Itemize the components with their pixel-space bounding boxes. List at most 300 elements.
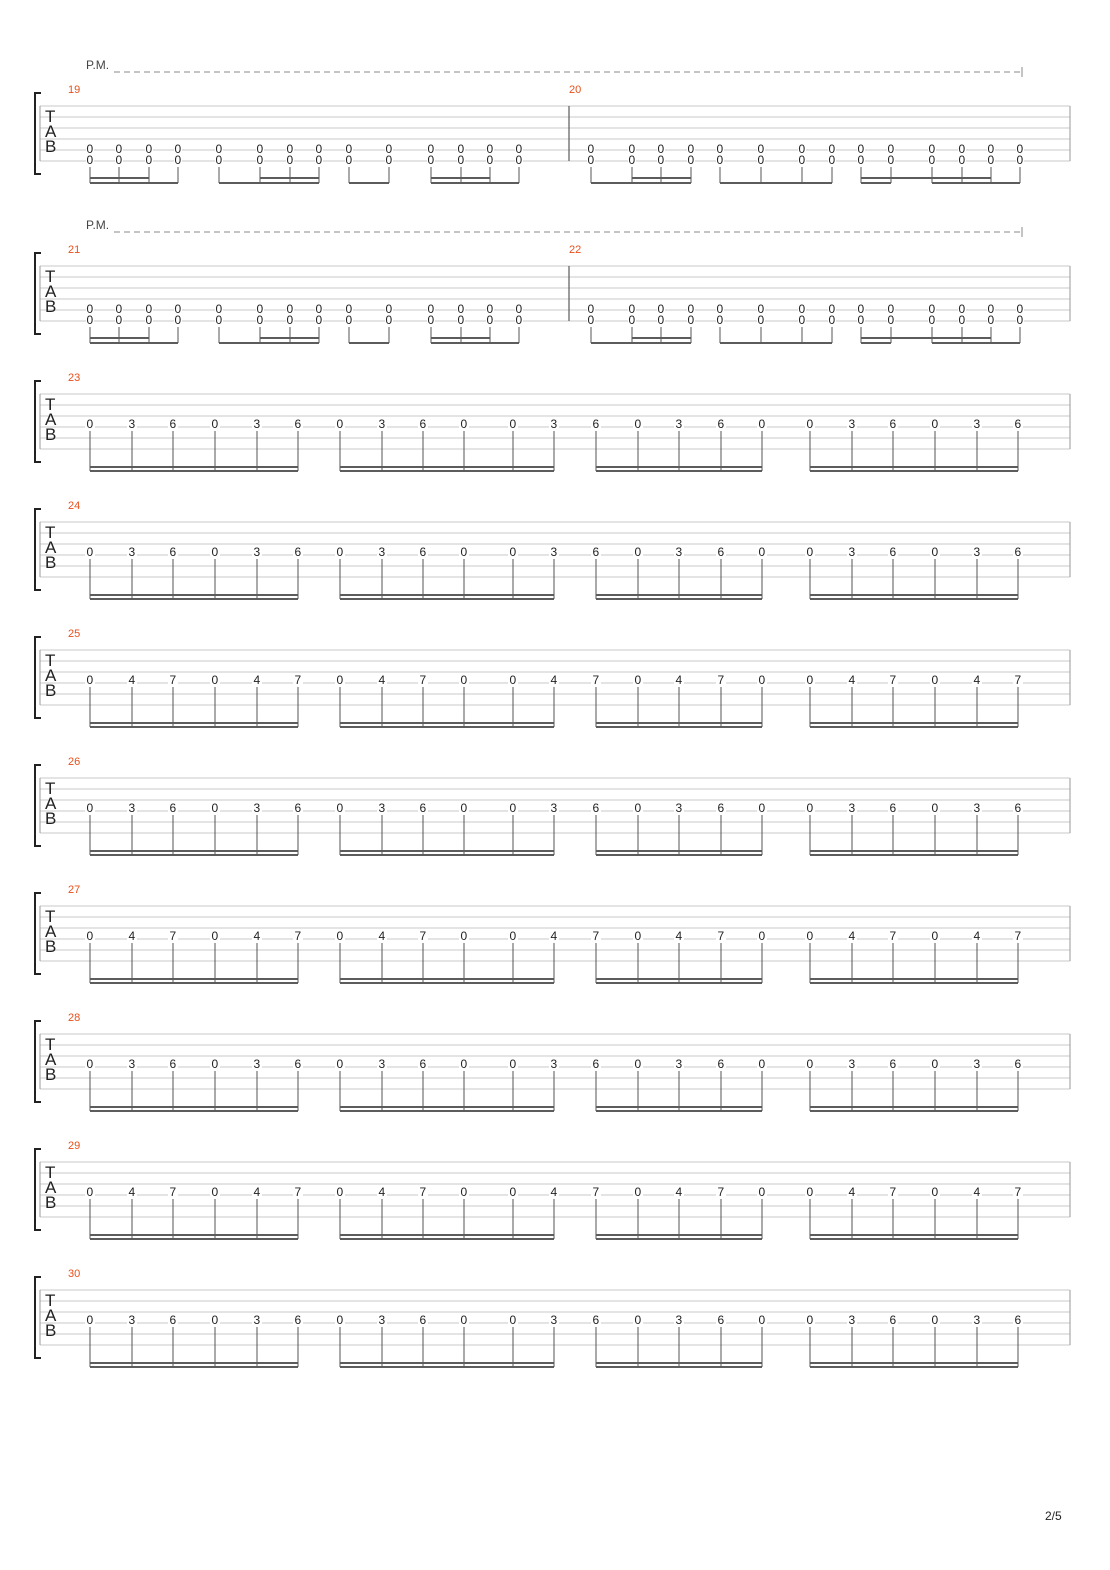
fret-number: 0	[515, 153, 523, 167]
tab-clef-letter: T	[45, 523, 56, 542]
fret-number: 0	[857, 302, 865, 316]
fret-number: 0	[634, 801, 642, 815]
fret-number: 4	[675, 1185, 683, 1199]
fret-number: 4	[550, 1185, 558, 1199]
tab-clef-letter: T	[45, 267, 56, 286]
fret-number: 4	[378, 673, 386, 687]
fret-number: 3	[675, 545, 683, 559]
fret-number: 6	[1014, 417, 1022, 431]
fret-number: 0	[509, 417, 517, 431]
fret-number: 6	[419, 801, 427, 815]
fret-number: 4	[378, 1185, 386, 1199]
fret-number: 0	[716, 313, 724, 327]
fret-number: 0	[798, 313, 806, 327]
fret-number: 6	[592, 545, 600, 559]
fret-number: 0	[587, 313, 595, 327]
fret-number: 0	[86, 929, 94, 943]
fret-number: 6	[294, 801, 302, 815]
fret-number: 0	[806, 545, 814, 559]
fret-number: 0	[857, 313, 865, 327]
fret-number: 0	[336, 1057, 344, 1071]
fret-number: 3	[848, 1313, 856, 1327]
fret-number: 0	[427, 153, 435, 167]
tab-clef-letter: T	[45, 1035, 56, 1054]
tab-clef-letter: T	[45, 1291, 56, 1310]
fret-number: 6	[1014, 1313, 1022, 1327]
fret-number: 6	[1014, 545, 1022, 559]
fret-number: 0	[86, 1313, 94, 1327]
fret-number: 6	[592, 801, 600, 815]
fret-number: 0	[86, 417, 94, 431]
tab-clef-letter: T	[45, 107, 56, 126]
fret-number: 0	[1016, 142, 1024, 156]
fret-number: 0	[931, 673, 939, 687]
fret-number: 0	[628, 153, 636, 167]
fret-number: 6	[717, 417, 725, 431]
fret-number: 0	[315, 153, 323, 167]
fret-number: 0	[758, 929, 766, 943]
measure-number: 29	[68, 1140, 81, 1152]
fret-number: 0	[1016, 313, 1024, 327]
fret-number: 0	[806, 1057, 814, 1071]
fret-number: 0	[336, 1313, 344, 1327]
fret-number: 7	[1014, 673, 1022, 687]
fret-number: 0	[828, 153, 836, 167]
fret-number: 3	[675, 1313, 683, 1327]
fret-number: 3	[848, 801, 856, 815]
fret-number: 0	[657, 313, 665, 327]
fret-number: 3	[128, 1057, 136, 1071]
palm-mute-label: P.M.	[86, 58, 110, 72]
tab-clef-letter: B	[45, 297, 57, 316]
fret-number: 0	[987, 153, 995, 167]
fret-number: 0	[345, 153, 353, 167]
fret-number: 0	[286, 313, 294, 327]
fret-number: 4	[378, 929, 386, 943]
fret-number: 0	[758, 673, 766, 687]
fret-number: 0	[716, 142, 724, 156]
measure-number: 26	[68, 756, 81, 768]
fret-number: 0	[758, 1057, 766, 1071]
fret-number: 0	[460, 1313, 468, 1327]
fret-number: 0	[115, 313, 123, 327]
fret-number: 7	[294, 1185, 302, 1199]
fret-number: 3	[973, 545, 981, 559]
fret-number: 3	[253, 545, 261, 559]
page-number: 2/5	[1045, 1509, 1062, 1523]
fret-number: 7	[889, 929, 897, 943]
fret-number: 0	[1016, 302, 1024, 316]
fret-number: 0	[757, 313, 765, 327]
fret-number: 6	[889, 801, 897, 815]
fret-number: 0	[211, 1313, 219, 1327]
fret-number: 3	[550, 801, 558, 815]
fret-number: 3	[378, 801, 386, 815]
tab-clef-letter: A	[45, 1178, 57, 1197]
fret-number: 4	[675, 673, 683, 687]
fret-number: 3	[675, 1057, 683, 1071]
fret-number: 6	[889, 545, 897, 559]
fret-number: 0	[887, 313, 895, 327]
fret-number: 4	[973, 673, 981, 687]
tab-clef-letter: A	[45, 922, 57, 941]
tab-clef-letter: A	[45, 122, 57, 141]
fret-number: 3	[848, 1057, 856, 1071]
measure-number: 28	[68, 1012, 81, 1024]
fret-number: 0	[987, 313, 995, 327]
fret-number: 4	[128, 929, 136, 943]
fret-number: 0	[515, 313, 523, 327]
fret-number: 3	[128, 801, 136, 815]
fret-number: 0	[509, 801, 517, 815]
fret-number: 0	[928, 142, 936, 156]
fret-number: 0	[215, 142, 223, 156]
tab-clef-letter: A	[45, 794, 57, 813]
fret-number: 7	[717, 1185, 725, 1199]
fret-number: 0	[457, 142, 465, 156]
measure-number: 24	[68, 500, 81, 512]
fret-number: 0	[634, 673, 642, 687]
fret-number: 0	[634, 1185, 642, 1199]
fret-number: 0	[931, 1185, 939, 1199]
fret-number: 0	[931, 1057, 939, 1071]
fret-number: 0	[315, 313, 323, 327]
fret-number: 0	[336, 1185, 344, 1199]
fret-number: 6	[169, 1313, 177, 1327]
fret-number: 0	[385, 313, 393, 327]
measure-number: 23	[68, 372, 81, 384]
fret-number: 0	[928, 302, 936, 316]
fret-number: 0	[509, 1057, 517, 1071]
fret-number: 6	[294, 1313, 302, 1327]
fret-number: 0	[286, 302, 294, 316]
fret-number: 7	[294, 929, 302, 943]
fret-number: 0	[758, 801, 766, 815]
tab-clef-letter: T	[45, 779, 56, 798]
fret-number: 4	[550, 929, 558, 943]
fret-number: 0	[286, 153, 294, 167]
fret-number: 4	[128, 673, 136, 687]
measure-number: 27	[68, 884, 81, 896]
fret-number: 0	[509, 545, 517, 559]
fret-number: 0	[628, 142, 636, 156]
fret-number: 3	[973, 1313, 981, 1327]
fret-number: 0	[806, 801, 814, 815]
fret-number: 0	[958, 313, 966, 327]
fret-number: 0	[806, 673, 814, 687]
fret-number: 3	[378, 417, 386, 431]
fret-number: 0	[515, 302, 523, 316]
fret-number: 0	[806, 929, 814, 943]
fret-number: 0	[931, 545, 939, 559]
fret-number: 0	[757, 153, 765, 167]
fret-number: 4	[128, 1185, 136, 1199]
measure-number: 22	[569, 244, 582, 256]
fret-number: 0	[806, 1185, 814, 1199]
tab-clef-letter: A	[45, 410, 57, 429]
fret-number: 0	[211, 417, 219, 431]
fret-number: 6	[592, 1057, 600, 1071]
fret-number: 0	[460, 1185, 468, 1199]
fret-number: 0	[427, 142, 435, 156]
tab-clef-letter: T	[45, 1163, 56, 1182]
fret-number: 0	[145, 302, 153, 316]
fret-number: 0	[716, 302, 724, 316]
fret-number: 6	[419, 1057, 427, 1071]
fret-number: 4	[550, 673, 558, 687]
fret-number: 0	[887, 302, 895, 316]
fret-number: 0	[86, 302, 94, 316]
fret-number: 0	[457, 313, 465, 327]
fret-number: 6	[294, 1057, 302, 1071]
fret-number: 4	[973, 1185, 981, 1199]
fret-number: 0	[798, 153, 806, 167]
fret-number: 4	[973, 929, 981, 943]
fret-number: 0	[716, 153, 724, 167]
measure-number: 30	[68, 1268, 81, 1280]
fret-number: 3	[848, 417, 856, 431]
fret-number: 3	[550, 1057, 558, 1071]
fret-number: 0	[336, 801, 344, 815]
fret-number: 4	[848, 929, 856, 943]
fret-number: 0	[211, 929, 219, 943]
fret-number: 0	[987, 302, 995, 316]
fret-number: 0	[86, 545, 94, 559]
fret-number: 3	[550, 417, 558, 431]
fret-number: 0	[460, 417, 468, 431]
fret-number: 0	[828, 142, 836, 156]
fret-number: 0	[457, 302, 465, 316]
tab-clef-letter: B	[45, 1193, 57, 1212]
fret-number: 0	[385, 142, 393, 156]
fret-number: 0	[958, 142, 966, 156]
fret-number: 0	[211, 545, 219, 559]
fret-number: 0	[145, 142, 153, 156]
fret-number: 0	[798, 302, 806, 316]
fret-number: 3	[128, 545, 136, 559]
tab-clef-letter: B	[45, 553, 57, 572]
fret-number: 0	[758, 545, 766, 559]
fret-number: 0	[486, 142, 494, 156]
fret-number: 0	[587, 153, 595, 167]
fret-number: 6	[889, 417, 897, 431]
fret-number: 0	[256, 142, 264, 156]
palm-mute-label: P.M.	[86, 218, 110, 232]
fret-number: 0	[385, 153, 393, 167]
fret-number: 0	[256, 313, 264, 327]
fret-number: 3	[550, 1313, 558, 1327]
fret-number: 7	[169, 1185, 177, 1199]
fret-number: 0	[857, 142, 865, 156]
fret-number: 0	[587, 142, 595, 156]
fret-number: 0	[634, 417, 642, 431]
fret-number: 0	[798, 142, 806, 156]
tab-clef-letter: A	[45, 282, 57, 301]
fret-number: 0	[828, 302, 836, 316]
fret-number: 0	[211, 1057, 219, 1071]
fret-number: 0	[687, 313, 695, 327]
fret-number: 0	[174, 313, 182, 327]
fret-number: 6	[294, 545, 302, 559]
fret-number: 0	[86, 1185, 94, 1199]
fret-number: 4	[848, 673, 856, 687]
fret-number: 0	[634, 545, 642, 559]
fret-number: 0	[286, 142, 294, 156]
tab-clef-letter: B	[45, 937, 57, 956]
fret-number: 0	[657, 142, 665, 156]
fret-number: 6	[419, 1313, 427, 1327]
fret-number: 0	[931, 801, 939, 815]
fret-number: 3	[128, 417, 136, 431]
fret-number: 0	[460, 929, 468, 943]
fret-number: 0	[427, 313, 435, 327]
fret-number: 7	[169, 673, 177, 687]
fret-number: 6	[169, 801, 177, 815]
fret-number: 7	[169, 929, 177, 943]
fret-number: 0	[115, 142, 123, 156]
fret-number: 0	[315, 302, 323, 316]
fret-number: 0	[211, 673, 219, 687]
measure-number: 21	[68, 244, 81, 256]
fret-number: 6	[592, 417, 600, 431]
fret-number: 6	[889, 1057, 897, 1071]
tab-clef-letter: T	[45, 395, 56, 414]
fret-number: 0	[634, 1057, 642, 1071]
fret-number: 0	[86, 801, 94, 815]
fret-number: 0	[86, 313, 94, 327]
fret-number: 0	[174, 153, 182, 167]
fret-number: 7	[717, 673, 725, 687]
fret-number: 0	[460, 1057, 468, 1071]
fret-number: 0	[460, 673, 468, 687]
measure-number: 25	[68, 628, 81, 640]
fret-number: 0	[628, 313, 636, 327]
fret-number: 6	[889, 1313, 897, 1327]
fret-number: 6	[169, 1057, 177, 1071]
tab-clef-letter: A	[45, 666, 57, 685]
fret-number: 0	[509, 673, 517, 687]
fret-number: 0	[145, 313, 153, 327]
fret-number: 3	[675, 801, 683, 815]
tab-clef-letter: T	[45, 907, 56, 926]
fret-number: 3	[378, 1057, 386, 1071]
fret-number: 0	[115, 302, 123, 316]
fret-number: 6	[717, 1057, 725, 1071]
fret-number: 0	[215, 302, 223, 316]
fret-number: 0	[887, 142, 895, 156]
measure-number: 20	[569, 84, 582, 96]
fret-number: 6	[1014, 801, 1022, 815]
tab-clef-letter: B	[45, 681, 57, 700]
fret-number: 4	[253, 929, 261, 943]
tab-clef-letter: B	[45, 137, 57, 156]
tab-clef-letter: B	[45, 1321, 57, 1340]
fret-number: 6	[294, 417, 302, 431]
fret-number: 3	[253, 801, 261, 815]
fret-number: 0	[215, 153, 223, 167]
fret-number: 7	[717, 929, 725, 943]
fret-number: 0	[806, 1313, 814, 1327]
fret-number: 6	[419, 545, 427, 559]
fret-number: 0	[657, 302, 665, 316]
fret-number: 0	[86, 1057, 94, 1071]
fret-number: 6	[419, 417, 427, 431]
fret-number: 7	[1014, 929, 1022, 943]
fret-number: 0	[634, 1313, 642, 1327]
fret-number: 0	[345, 142, 353, 156]
tab-clef-letter: A	[45, 1306, 57, 1325]
fret-number: 0	[1016, 153, 1024, 167]
fret-number: 0	[256, 302, 264, 316]
fret-number: 0	[928, 313, 936, 327]
fret-number: 0	[928, 153, 936, 167]
fret-number: 3	[378, 545, 386, 559]
fret-number: 0	[857, 153, 865, 167]
fret-number: 3	[848, 545, 856, 559]
fret-number: 0	[86, 153, 94, 167]
fret-number: 7	[889, 1185, 897, 1199]
tab-clef-letter: A	[45, 538, 57, 557]
fret-number: 0	[509, 929, 517, 943]
fret-number: 3	[550, 545, 558, 559]
fret-number: 3	[973, 1057, 981, 1071]
tab-clef-letter: A	[45, 1050, 57, 1069]
fret-number: 7	[592, 673, 600, 687]
fret-number: 0	[634, 929, 642, 943]
fret-number: 0	[758, 417, 766, 431]
fret-number: 0	[757, 142, 765, 156]
fret-number: 3	[128, 1313, 136, 1327]
fret-number: 0	[86, 142, 94, 156]
fret-number: 6	[717, 545, 725, 559]
fret-number: 0	[174, 142, 182, 156]
fret-number: 7	[294, 673, 302, 687]
fret-number: 0	[515, 142, 523, 156]
fret-number: 0	[958, 153, 966, 167]
fret-number: 0	[509, 1185, 517, 1199]
tab-clef-letter: T	[45, 651, 56, 670]
fret-number: 0	[460, 545, 468, 559]
fret-number: 0	[336, 673, 344, 687]
fret-number: 3	[378, 1313, 386, 1327]
fret-number: 0	[931, 1313, 939, 1327]
tab-clef-letter: B	[45, 425, 57, 444]
fret-number: 6	[717, 801, 725, 815]
fret-number: 0	[657, 153, 665, 167]
fret-number: 0	[174, 302, 182, 316]
fret-number: 0	[457, 153, 465, 167]
fret-number: 4	[675, 929, 683, 943]
fret-number: 0	[86, 673, 94, 687]
fret-number: 0	[587, 302, 595, 316]
fret-number: 0	[211, 1185, 219, 1199]
tab-clef-letter: B	[45, 809, 57, 828]
measure-number: 19	[68, 84, 81, 96]
fret-number: 0	[758, 1185, 766, 1199]
fret-number: 0	[145, 153, 153, 167]
fret-number: 0	[687, 153, 695, 167]
fret-number: 0	[336, 417, 344, 431]
fret-number: 7	[592, 1185, 600, 1199]
fret-number: 0	[215, 313, 223, 327]
fret-number: 0	[115, 153, 123, 167]
fret-number: 6	[169, 417, 177, 431]
fret-number: 0	[486, 302, 494, 316]
fret-number: 0	[315, 142, 323, 156]
fret-number: 6	[1014, 1057, 1022, 1071]
fret-number: 0	[486, 313, 494, 327]
fret-number: 6	[169, 545, 177, 559]
